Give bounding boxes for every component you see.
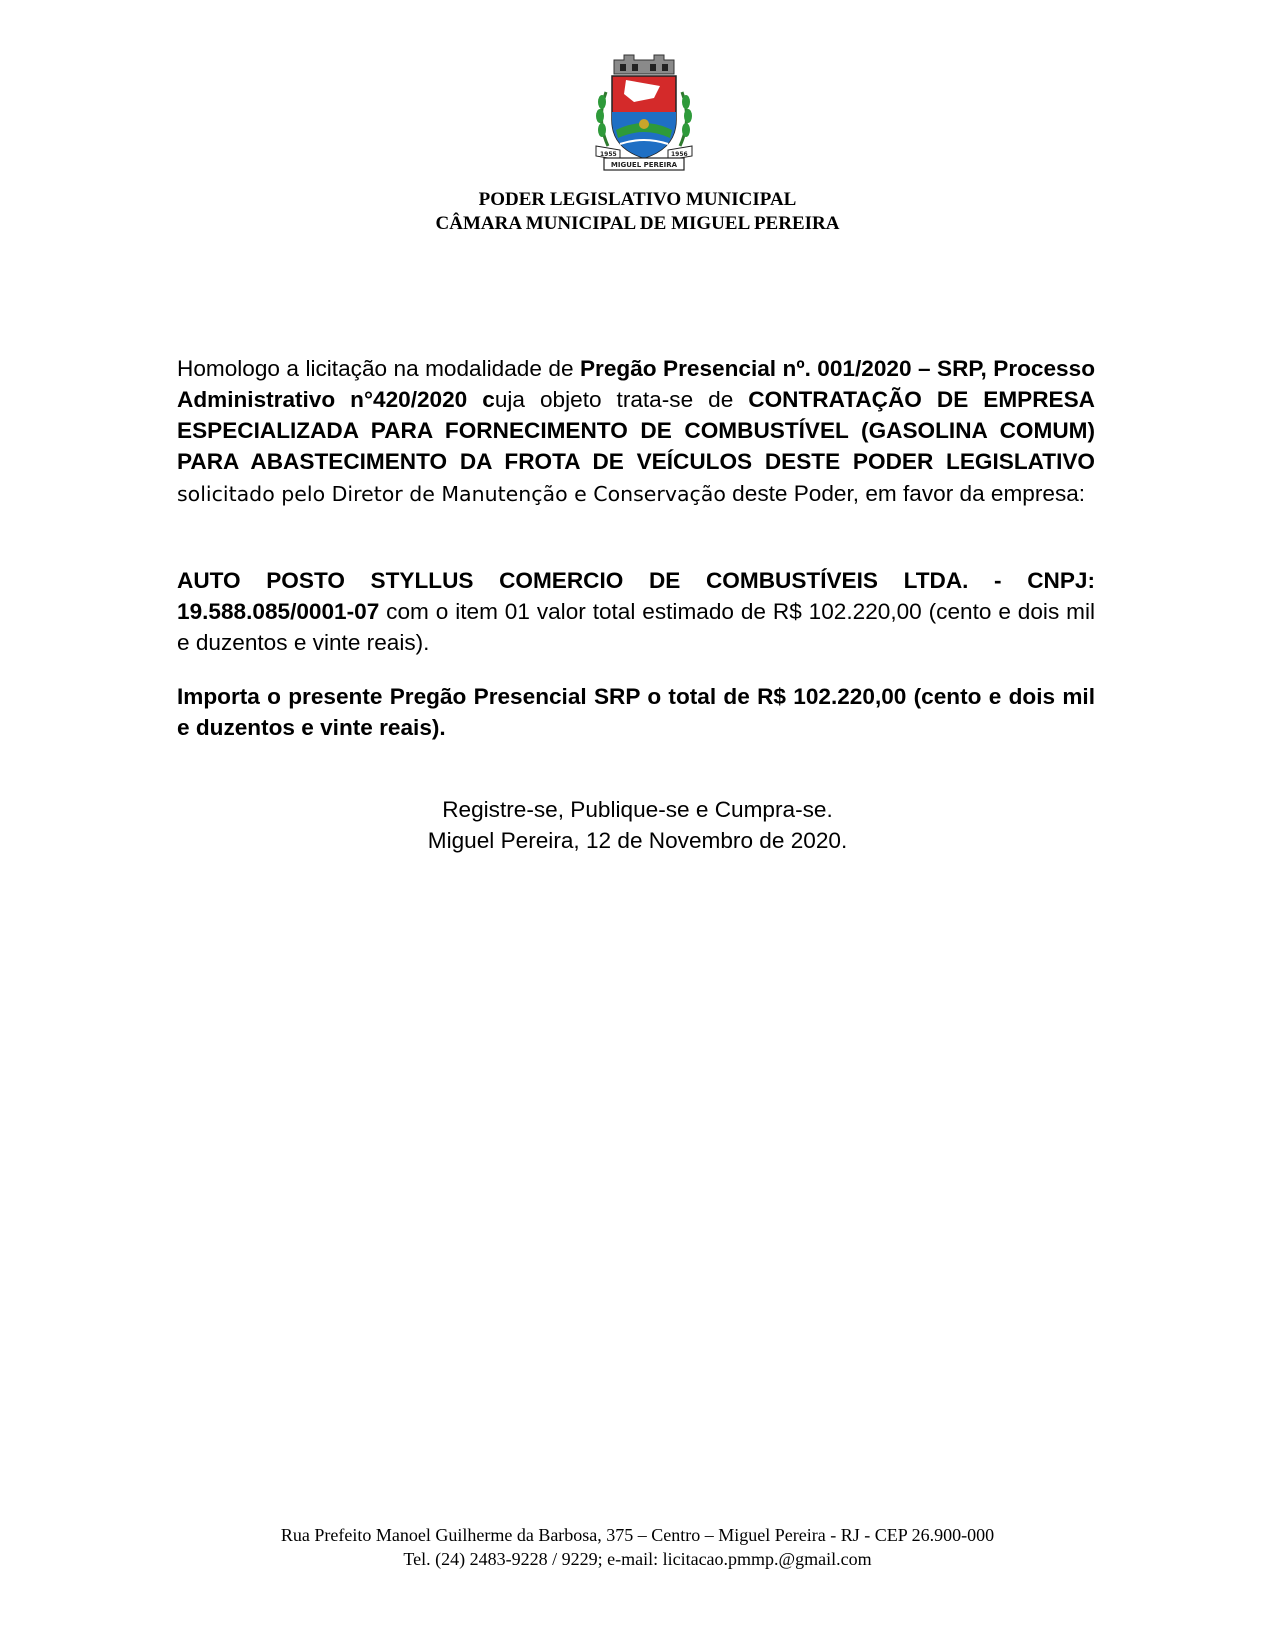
footer-address: Rua Prefeito Manoel Guilherme da Barbosa, 375 – Centro – Miguel Pereira - RJ - CEP 26.900-000 xyxy=(280,1525,995,1545)
closing-statement: Registre-se, Publique-se e Cumpra-se. xyxy=(442,797,833,822)
svg-text:1956: 1956 xyxy=(671,151,688,158)
company-name-cnpj: AUTO POSTO STYLLUS COMERCIO DE COMBUSTÍVEIS LTDA. - CNPJ: 19.588.085/0001-07 xyxy=(177,568,1095,624)
municipal-coat-of-arms xyxy=(590,50,698,172)
homologation-paragraph xyxy=(177,353,1095,510)
p1-text-1: Homologo a licitação na modalidade de xyxy=(177,356,580,381)
header-title: PODER LEGISLATIVO MUNICIPAL xyxy=(478,189,797,210)
shield xyxy=(612,76,676,158)
mural-crown xyxy=(614,55,674,74)
p1-bold-object: CONTRATAÇÃO DE EMPRESA ESPECIALIZADA PARA FORNECIMENTO DE COMBUSTÍVEL (GASOLINA COMUM) PARA ABASTECIMENTO DA FROTA DE VEÍCULOS DESTE PODER LEGISLATIVO xyxy=(177,387,1095,474)
svg-text:1955: 1955 xyxy=(600,151,617,158)
p1-text-3: solicitado pelo Diretor de Manutenção e Conservação xyxy=(177,482,726,506)
footer-contact: Tel. (24) 2483-9228 / 9229; e-mail: licitacao.pmmp.@gmail.com xyxy=(403,1549,872,1569)
closing-date: Miguel Pereira, 12 de Novembro de 2020. xyxy=(427,828,848,853)
crest-label: MIGUEL PEREIRA xyxy=(610,161,678,169)
company-item-value: com o item 01 valor total estimado de R$ 102.220,00 (cento e dois mil e duzentos e vinte reais). xyxy=(177,599,1095,655)
company-paragraph xyxy=(177,565,1095,658)
p1-text-4: deste Poder, em favor da empresa: xyxy=(725,481,1086,506)
p1-text-2: uja objeto trata-se de xyxy=(494,387,749,412)
p1-bold-process: Pregão Presencial nº. 001/2020 – SRP, Processo Administrativo n°420/2020 c xyxy=(177,356,1095,412)
header-subtitle: CÂMARA MUNICIPAL DE MIGUEL PEREIRA xyxy=(435,213,840,234)
total-paragraph: Importa o presente Pregão Presencial SRP o total de R$ 102.220,00 (cento e dois mil e duzentos e vinte reais). xyxy=(177,684,1095,740)
